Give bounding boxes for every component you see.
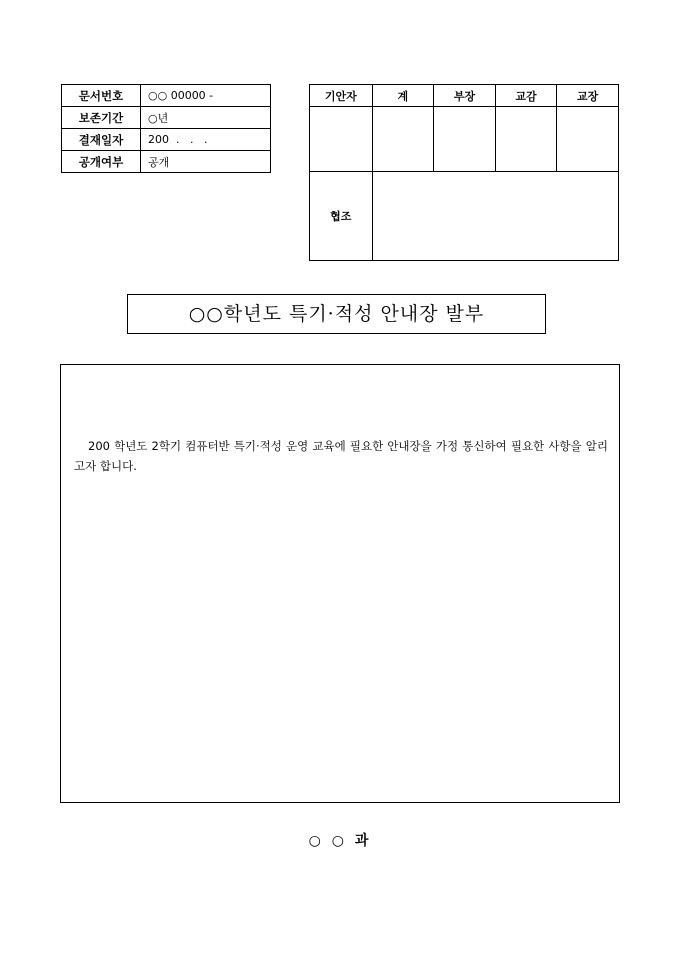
vice-principal-header: 교감 bbox=[495, 85, 557, 107]
dept-head-header: 부장 bbox=[434, 85, 496, 107]
document-info-table bbox=[61, 84, 271, 173]
disclosure-row bbox=[62, 151, 271, 173]
approval-date-label: 결재일자 bbox=[62, 129, 141, 151]
approval-date-value: 200 . . . bbox=[141, 129, 271, 151]
dept-head-signature-cell bbox=[434, 107, 496, 172]
issuing-department: ○ ○ 과 bbox=[308, 833, 372, 849]
retention-period-value: ○년 bbox=[141, 107, 271, 129]
signature-row bbox=[310, 107, 619, 172]
disclosure-label: 공개여부 bbox=[62, 151, 141, 173]
doc-number-label: 문서번호 bbox=[62, 85, 141, 107]
doc-number-value: ○○ 00000 - bbox=[141, 85, 271, 107]
document-title: ○○학년도 특기·적성 안내장 발부 bbox=[127, 294, 546, 334]
approval-signature-table bbox=[309, 84, 619, 261]
approval-header-row bbox=[310, 85, 619, 107]
body-box bbox=[60, 364, 620, 803]
cooperation-cell bbox=[372, 172, 618, 261]
drafter-header: 기안자 bbox=[310, 85, 373, 107]
body-text: 200 학년도 2학기 컴퓨터반 특기·적성 운영 교육에 필요한 안내장을 가정 통신하여 필요한 사항을 알리고자 합니다. bbox=[74, 439, 608, 473]
approval-date-row bbox=[62, 129, 271, 151]
cooperation-label: 협조 bbox=[310, 172, 373, 261]
principal-signature-cell bbox=[557, 107, 619, 172]
principal-header: 교장 bbox=[557, 85, 619, 107]
retention-period-label: 보존기간 bbox=[62, 107, 141, 129]
retention-period-row bbox=[62, 107, 271, 129]
clerk-header: 계 bbox=[372, 85, 434, 107]
drafter-signature-cell bbox=[310, 107, 373, 172]
clerk-signature-cell bbox=[372, 107, 434, 172]
cooperation-row bbox=[310, 172, 619, 261]
disclosure-value: 공개 bbox=[141, 151, 271, 173]
doc-number-row bbox=[62, 85, 271, 107]
vice-principal-signature-cell bbox=[495, 107, 557, 172]
